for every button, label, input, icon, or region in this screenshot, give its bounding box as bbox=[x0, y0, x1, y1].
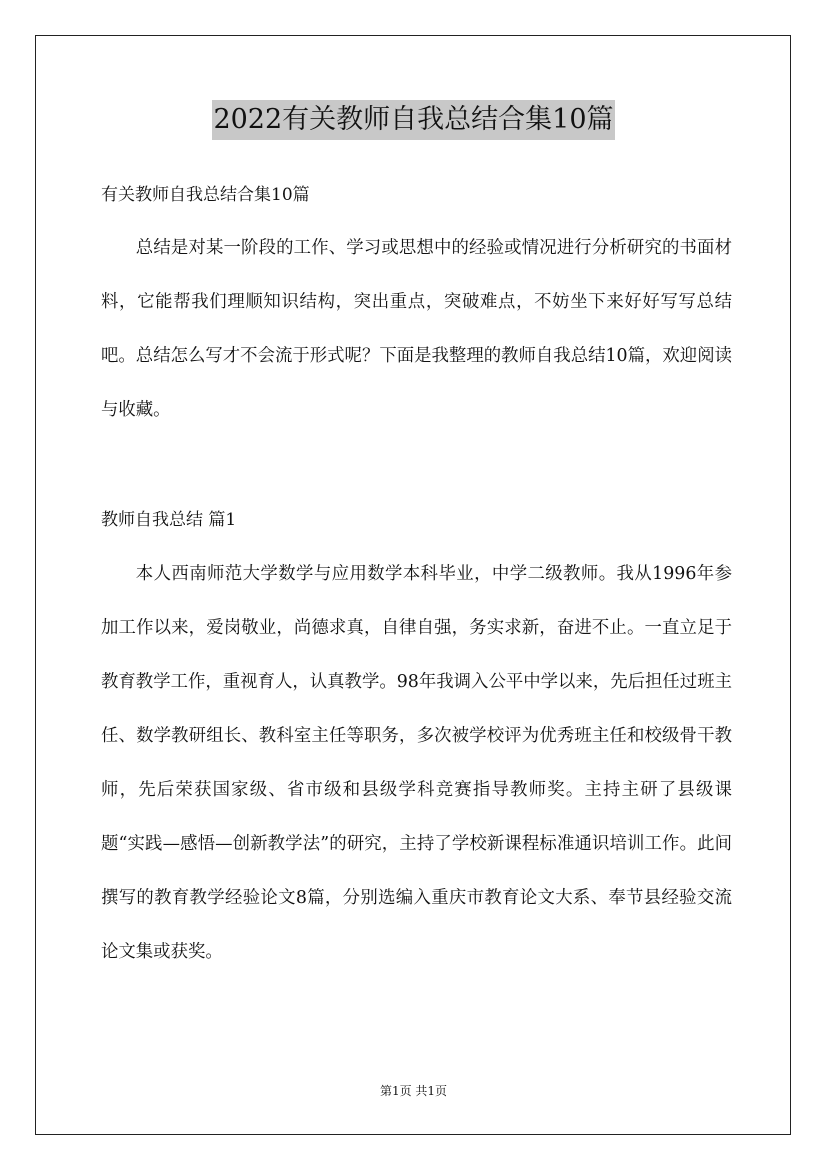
section-paragraph: 本人西南师范大学数学与应用数学本科毕业，中学二级教师。我从1996年参加工作以来，爱岗敬业，尚德求真，自律自强，务实求新，奋进不止。一直立足于教育教学工作，重视育人，认真教学。98年我调入公平中学以来，先后担任过班主任、数学教研组长、教科室主任等职务，多次被学校评为优秀班主任和校级骨干教师，先后荣获国家级、省市级和县级学科竞赛指导教师奖。主持主研了县级课题“实践—感悟—创新教学法”的研究，主持了学校新课程标准通识培训工作。此间撰写的教育教学经验论文8篇，分别选编入重庆市教育论文大系、奉节县经验交流论文集或获奖。 bbox=[101, 564, 732, 962]
section-heading: 教师自我总结 篇1 bbox=[101, 510, 237, 530]
document-subtitle: 有关教师自我总结合集10篇 bbox=[101, 185, 310, 205]
document-title: 2022有关教师自我总结合集10篇 bbox=[212, 100, 614, 140]
intro-paragraph: 总结是对某一阶段的工作、学习或思想中的经验或情况进行分析研究的书面材料，它能帮我们理顺知识结构，突出重点，突破难点，不妨坐下来好好写写总结吧。总结怎么写才不会流于形式呢？下面是我整理的教师自我总结10篇，欢迎阅读与收藏。 bbox=[101, 238, 732, 420]
page-footer: 第1页 共1页 bbox=[379, 1084, 448, 1098]
title-wrap bbox=[0, 100, 827, 140]
